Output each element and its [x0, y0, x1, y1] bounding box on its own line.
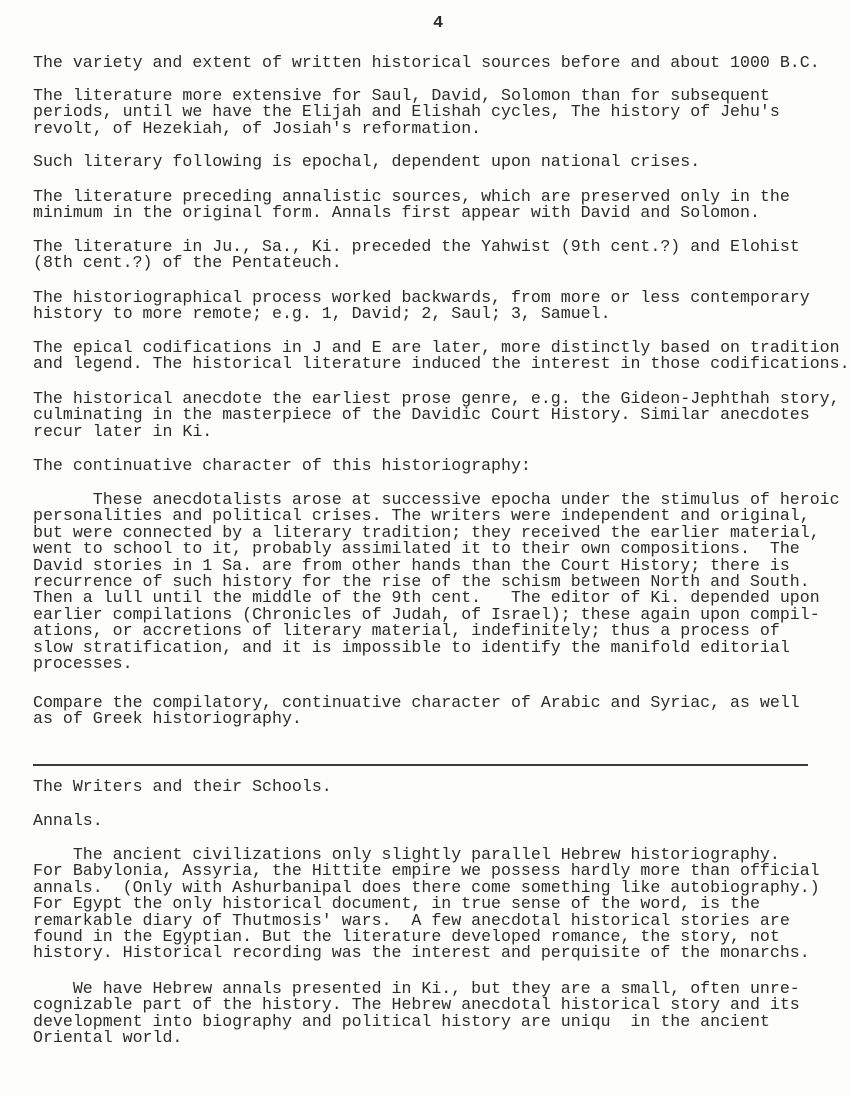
text-line: processes. — [33, 653, 133, 673]
text-line: The epical codifications in J and E are later, more distinctly based on tradition — [33, 338, 840, 357]
paragraph-yahwist-elohist — [33, 239, 800, 272]
text-line: The literature more extensive for Saul, David, Solomon than for subsequent — [33, 86, 770, 105]
paragraph-ancient-civilizations — [33, 847, 820, 962]
text-line: recur later in Ki. — [33, 421, 213, 441]
text-line: but were connected by a literary tradition; they received the earlier material, — [33, 522, 820, 542]
text-line: The literature preceding annalistic sources, which are preserved only in the — [33, 187, 790, 206]
text-line: David stories in 1 Sa. are from other hands than the Court History; there is — [33, 555, 790, 575]
text-line: The Writers and their Schools. — [33, 777, 332, 796]
text-line: periods, until we have the Elijah and Elishah cycles, The history of Jehu's — [33, 102, 780, 122]
text-line: recurrence of such history for the rise of the schism between North and South. — [33, 571, 810, 591]
page-number: 4 — [433, 14, 444, 33]
text-line: history to more remote; e.g. 1, David; 2, Saul; 3, Samuel. — [33, 304, 611, 324]
heading-annals — [33, 813, 103, 829]
paragraph-historiographical-process — [33, 290, 810, 323]
paragraph-hebrew-annals — [33, 981, 800, 1047]
text-line: earlier compilations (Chronicles of Judah, of Israel); these again upon compil- — [33, 604, 820, 624]
text-line: and legend. The historical literature induced the interest in those codifications. — [33, 354, 850, 374]
section-divider — [33, 764, 808, 766]
text-line: development into biography and political history are uniqu in the ancient — [33, 1011, 770, 1031]
paragraph-anecdotalists — [33, 492, 840, 672]
text-line: slow stratification, and it is impossible to identify the manifold editorial — [33, 637, 790, 657]
text-line: Such literary following is epochal, dependent upon national crises. — [33, 152, 701, 171]
text-line: annals. (Only with Ashurbanipal does there come something like autobiography.) — [33, 877, 820, 897]
text-line: The continuative character of this historiography: — [33, 456, 531, 475]
text-line: (8th cent.?) of the Pentateuch. — [33, 253, 342, 273]
text-line: The variety and extent of written historical sources before and about 1000 B.C. — [33, 53, 820, 72]
paragraph-historical-anecdote — [33, 391, 840, 440]
text-line: personalities and political crises. The writers were independent and original, — [33, 506, 810, 526]
paragraph-compare — [33, 695, 800, 728]
paragraph-epical-codifications — [33, 340, 850, 373]
paragraph-written-sources — [33, 55, 820, 71]
paragraph-literary-following — [33, 154, 700, 170]
text-line: culminating in the masterpiece of the Davidic Court History. Similar anecdotes — [33, 405, 810, 425]
heading-writers-schools — [33, 779, 332, 795]
text-line: as of Greek historiography. — [33, 709, 302, 729]
text-line: The literature in Ju., Sa., Ki. preceded the Yahwist (9th cent.?) and Elohist — [33, 237, 800, 256]
text-line: cognizable part of the history. The Hebrew anecdotal historical story and its — [33, 995, 800, 1015]
text-line: history. Historical recording was the interest and perquisite of the monarchs. — [33, 943, 810, 963]
text-line: Annals. — [33, 811, 103, 830]
text-line: For Egypt the only historical document, in true sense of the word, is the — [33, 894, 760, 914]
text-line: found in the Egyptian. But the literature developed romance, the story, not — [33, 926, 780, 946]
text-line: The historiographical process worked backwards, from more or less contemporary — [33, 288, 810, 307]
text-line: The historical anecdote the earliest prose genre, e.g. the Gideon-Jephthah story, — [33, 389, 840, 408]
text-line: Compare the compilatory, continuative character of Arabic and Syriac, as well — [33, 693, 800, 712]
text-line: These anecdotalists arose at successive epocha under the stimulus of heroic — [33, 490, 840, 509]
text-line: The ancient civilizations only slightly parallel Hebrew historiography. — [33, 845, 780, 864]
text-line: remarkable diary of Thutmosis' wars. A few anecdotal historical stories are — [33, 910, 790, 930]
text-line: went to school to it, probably assimilated it to their own compositions. The — [33, 539, 800, 559]
paragraph-continuative-heading — [33, 458, 531, 474]
paragraph-saul-david-solomon — [33, 88, 780, 137]
paragraph-annalistic-sources — [33, 189, 790, 222]
text-line: We have Hebrew annals presented in Ki., but they are a small, often unre- — [33, 979, 800, 998]
text-line: Oriental world. — [33, 1028, 183, 1048]
text-line: ations, or accretions of literary material, indefinitely; thus a process of — [33, 621, 780, 641]
text-line: minimum in the original form. Annals first appear with David and Solomon. — [33, 203, 760, 223]
text-line: Then a lull until the middle of the 9th cent. The editor of Ki. depended upon — [33, 588, 820, 608]
text-line: revolt, of Hezekiah, of Josiah's reformation. — [33, 118, 482, 138]
text-line: For Babylonia, Assyria, the Hittite empire we possess hardly more than official — [33, 861, 820, 881]
